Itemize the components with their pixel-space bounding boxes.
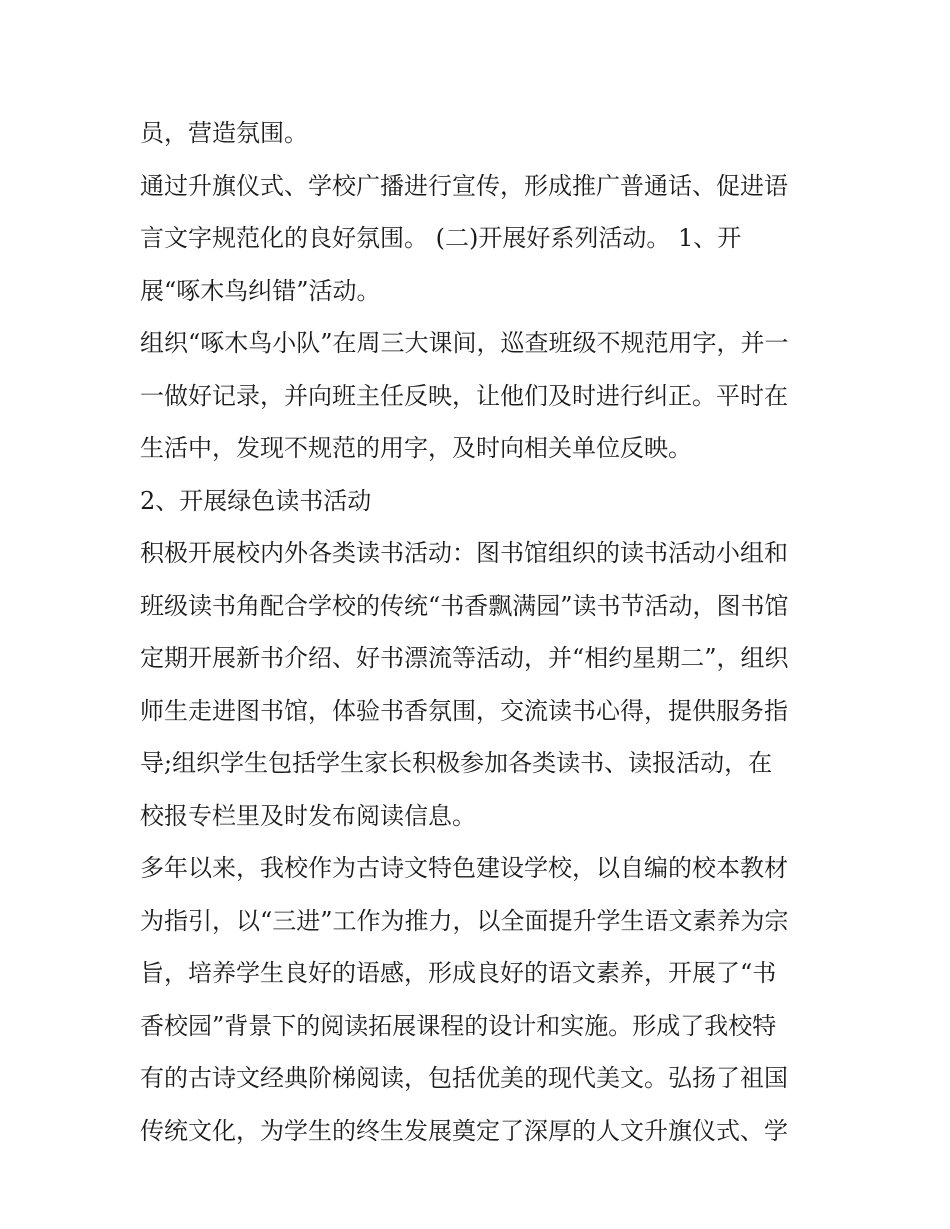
- text-line: 为指引，以“三进”工作为推力，以全面提升学生语文素养为宗: [140, 906, 789, 935]
- text-line: 有的古诗文经典阶梯阅读，包括优美的现代美文。弘扬了祖国: [140, 1064, 788, 1092]
- text-line: 旨，培养学生良好的语感，形成良好的语文素养，开展了“书: [140, 959, 777, 987]
- text-line: 2、开展绿色读书活动: [140, 486, 372, 515]
- text-line: 言文字规范化的良好氛围。 (二)开展好系列活动。 1、开: [140, 224, 742, 252]
- text-line: 生活中，发现不规范的用字，及时向相关单位反映。: [140, 434, 692, 462]
- text-line: 师生走进图书馆，体验书香氛围，交流读书心得，提供服务指: [140, 696, 788, 725]
- text-line: 积极开展校内外各类读书活动：图书馆组织的读书活动小组和: [140, 539, 788, 567]
- text-line: 通过升旗仪式、学校广播进行宣传，形成推广普通话、促进语: [140, 171, 788, 200]
- text-line: 一做好记录，并向班主任反映，让他们及时进行纠正。平时在: [140, 381, 788, 410]
- text-line: 多年以来，我校作为古诗文特色建设学校，以自编的校本教材: [140, 854, 788, 882]
- body-text: [140, 107, 820, 1157]
- text-line: 定期开展新书介绍、好书漂流等活动，并“相约星期二”，组织: [140, 644, 789, 672]
- text-line: 班级读书角配合学校的传统“书香飘满园”读书节活动，图书馆: [140, 591, 789, 620]
- text-line: 传统文化，为学生的终生发展奠定了深厚的人文升旗仪式、学: [140, 1116, 788, 1145]
- text-line: 展“啄木鸟纠错”活动。: [140, 276, 381, 305]
- text-line: 香校园”背景下的阅读拓展课程的设计和实施。形成了我校特: [140, 1011, 777, 1040]
- text-line: 导;组织学生包括学生家长积极参加各类读书、读报活动，在: [140, 749, 773, 777]
- text-line: 员，营造氛围。: [140, 119, 308, 147]
- text-line: 校报专栏里及时发布阅读信息。: [140, 801, 476, 830]
- text-line: 组织“啄木鸟小队”在周三大课间，巡查班级不规范用字，并一: [140, 329, 789, 357]
